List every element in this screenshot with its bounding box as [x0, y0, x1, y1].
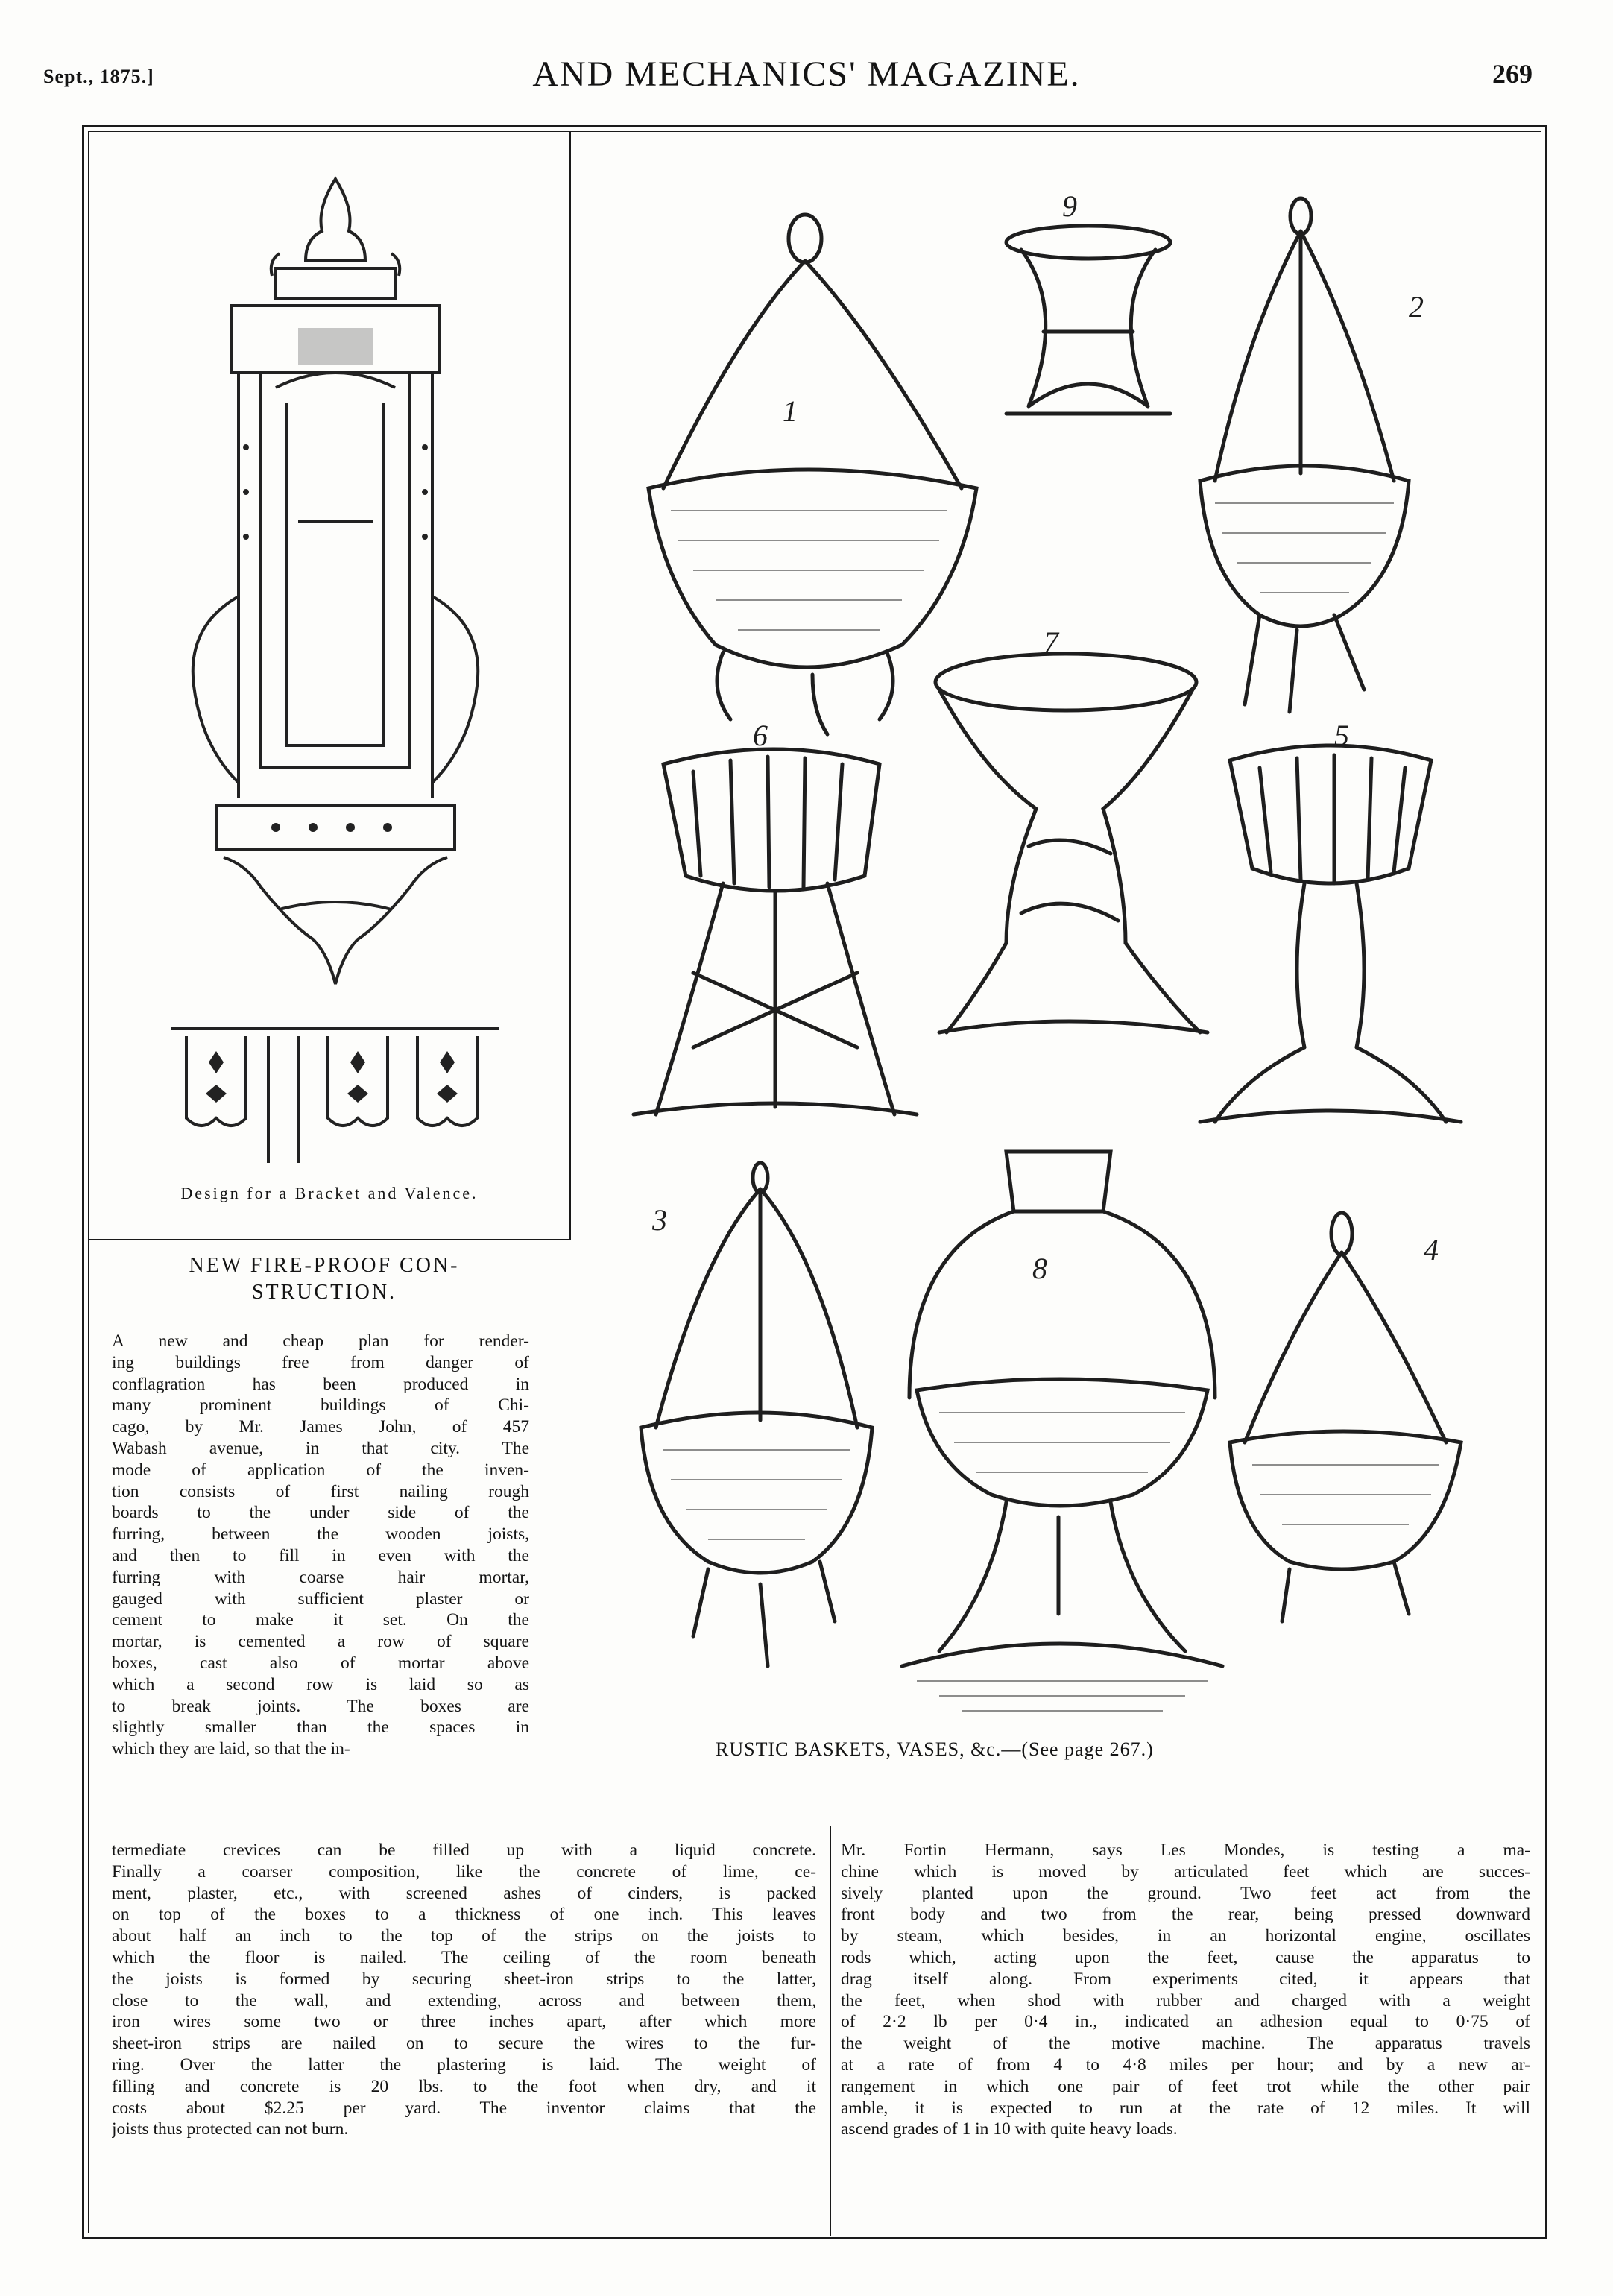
article-body-line: mode of application of the inven-: [112, 1460, 529, 1480]
machine-article-line: rods which, acting upon the feet, cause the apparatus to: [841, 1947, 1530, 1967]
article-body-line: tion consists of first nailing rough: [112, 1481, 529, 1501]
article-body-line: to break joints. The boxes are: [112, 1696, 529, 1716]
page-number: 269: [1492, 59, 1532, 89]
article-body-wide: [112, 1840, 816, 2140]
article-body-line: Wabash avenue, in that city. The: [112, 1438, 529, 1458]
basket-3: [641, 1163, 872, 1666]
article-body-line: A new and cheap plan for render-: [112, 1331, 529, 1351]
machine-article-line: sively planted upon the ground. Two feet act from the: [841, 1883, 1530, 1903]
article-title: [112, 1252, 537, 1306]
machine-article-line: ascend grades of 1 in 10 with quite heavy loads.: [841, 2119, 1178, 2139]
article-body-line: about half an inch to the top of the strips on the joists to: [112, 1926, 816, 1946]
article-body-line: ing buildings free from danger of: [112, 1352, 529, 1372]
article-body-line: which a second row is laid so as: [112, 1674, 529, 1694]
machine-article-line: drag itself along. From experiments cited, it appears that: [841, 1969, 1530, 1989]
article-body-line: on top of the boxes to a thickness of one inch. This leaves: [112, 1905, 816, 1925]
article-body-line: iron wires some two or three inches apart, after which more: [112, 2012, 816, 2032]
article-body-line: filling and concrete is 20 lbs. to the foot when dry, and it: [112, 2076, 816, 2096]
machine-article-line: of 2·2 lb per 0·4 in., indicated an adhesion equal to 0·75 of: [841, 2012, 1530, 2032]
article-body-line: boards to the under side of the: [112, 1503, 529, 1523]
article-body-line: furring with coarse hair mortar,: [112, 1567, 529, 1587]
article-body-line: gauged with sufficient plaster or: [112, 1589, 529, 1609]
machine-article-line: amble, it is expected to run at the rate of 12 miles. It will: [841, 2098, 1530, 2118]
issue-date: Sept., 1875.]: [43, 66, 154, 87]
machine-article-line: chine which is moved by articulated feet which are succes-: [841, 1861, 1530, 1882]
article-body-line: joists thus protected can not burn.: [112, 2119, 349, 2139]
figure-label-3: 3: [652, 1203, 667, 1237]
rustic-baskets-illustration: [589, 138, 1535, 1726]
machine-article-line: at a rate of from 4 to 4·8 miles per hour; and by a new ar-: [841, 2054, 1530, 2075]
article-body-line: slightly smaller than the spaces in: [112, 1718, 529, 1738]
bracket-caption: Design for a Bracket and Valence.: [180, 1184, 479, 1202]
article-body-line: which the floor is nailed. The ceiling of the room beneath: [112, 1947, 816, 1967]
walking-machine-article: [841, 1840, 1530, 2140]
article-body-narrow: [112, 1331, 529, 1760]
figure-label-6: 6: [753, 719, 768, 752]
figure-label-7: 7: [1044, 625, 1058, 659]
article-body-line: the joists is formed by securing sheet-iron strips to the latter,: [112, 1969, 816, 1989]
machine-article-line: the weight of the motive machine. The apparatus travels: [841, 2034, 1530, 2054]
bracket-illustration: [127, 149, 544, 1178]
machine-article-line: Mr. Fortin Hermann, says Les Mondes, is testing a ma-: [841, 1841, 1530, 1860]
article-body-line: Finally a coarser composition, like the concrete of lime, ce-: [112, 1861, 816, 1882]
running-title: AND MECHANICS' MAGAZINE.: [532, 54, 1081, 94]
article-body-line: close to the wall, and extending, across and between them,: [112, 1990, 816, 2010]
article-body-line: which they are laid, so that the in-: [112, 1739, 350, 1759]
figure-label-1: 1: [783, 394, 798, 428]
article-body-line: mortar, is cemented a row of square: [112, 1632, 529, 1652]
article-body-line: cement to make it set. On the: [112, 1610, 529, 1630]
stand-9: [1006, 226, 1170, 414]
article-body-line: conflagration has been produced in: [112, 1374, 529, 1394]
article-body-line: cago, by Mr. James John, of 457: [112, 1417, 529, 1437]
vase-5: [1200, 745, 1461, 1122]
vase-7: [935, 654, 1208, 1032]
article-body-line: boxes, cast also of mortar above: [112, 1653, 529, 1673]
basket-1: [648, 215, 976, 734]
figure-label-9: 9: [1062, 189, 1077, 223]
article-body-line: and then to fill in even with the: [112, 1545, 529, 1565]
article-body-line: ment, plaster, etc., with screened ashes of cinders, is packed: [112, 1883, 816, 1903]
article-body-line: ring. Over the latter the plastering is laid. The weight of: [112, 2054, 816, 2075]
article-body-line: costs about $2.25 per yard. The inventor claims that the: [112, 2098, 816, 2118]
machine-article-line: rangement in which one pair of feet trot while the other pair: [841, 2076, 1530, 2096]
article-title-line: STRUCTION.: [251, 1281, 397, 1304]
machine-article-line: the feet, when shod with rubber and charged with a weight: [841, 1990, 1530, 2010]
vase-6: [634, 749, 917, 1114]
basket-4: [1230, 1213, 1461, 1621]
basket-2: [1200, 198, 1409, 712]
article-title-line: NEW FIRE-PROOF CON-: [189, 1254, 460, 1277]
stand-8: [902, 1152, 1222, 1666]
figure-label-5: 5: [1334, 719, 1349, 752]
figure-label-8: 8: [1032, 1252, 1047, 1285]
machine-article-line: by steam, which besides, in an horizontal engine, oscillates: [841, 1926, 1530, 1946]
article-body-line: termediate crevices can be filled up with a liquid concrete.: [112, 1841, 816, 1860]
figure-label-4: 4: [1424, 1233, 1439, 1267]
article-body-line: sheet-iron strips are nailed on to secure the wires to the fur-: [112, 2034, 816, 2054]
column-divider: [830, 1826, 831, 2236]
baskets-caption: RUSTIC BASKETS, VASES, &c.—(See page 267.): [716, 1738, 1154, 1760]
machine-article-line: front body and two from the rear, being pressed downward: [841, 1905, 1530, 1925]
article-body-line: many prominent buildings of Chi-: [112, 1395, 529, 1416]
article-body-line: furring, between the wooden joists,: [112, 1524, 529, 1545]
figure-label-2: 2: [1409, 290, 1424, 324]
